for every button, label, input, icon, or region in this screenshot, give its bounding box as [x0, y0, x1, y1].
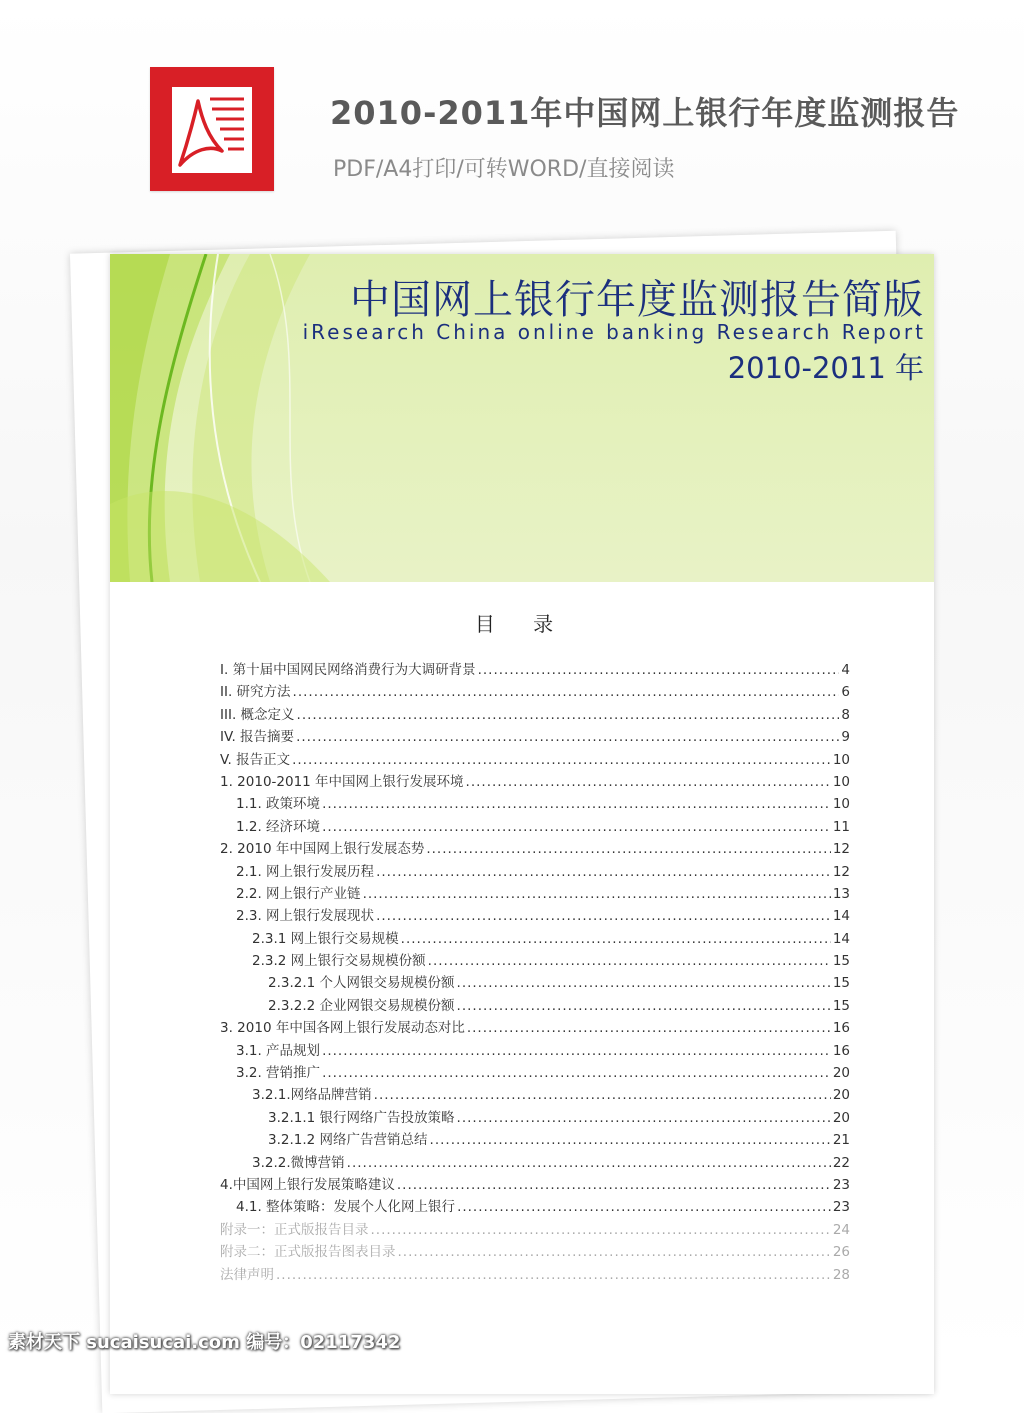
- toc-entry[interactable]: [220, 1128, 850, 1150]
- toc-leader-dots: [322, 819, 831, 835]
- toc-entry[interactable]: [220, 748, 850, 770]
- toc-leader-dots: [478, 662, 840, 678]
- toc-entry[interactable]: [220, 1039, 850, 1061]
- toc-entry-label: 1.1. 政策环境: [236, 796, 321, 813]
- toc-entry-label: 法律声明: [220, 1266, 274, 1283]
- document-title: 2010-2011年中国网上银行年度监测报告: [330, 94, 960, 132]
- toc-entry-label: II. 研究方法: [220, 684, 291, 701]
- toc-entry-label: 3.2.2.微博营销: [252, 1154, 345, 1171]
- toc-entry-page: 15: [832, 975, 850, 992]
- toc-entry-page: 14: [832, 908, 850, 925]
- toc-leader-dots: [430, 1132, 831, 1148]
- toc-entry-page: 4: [841, 662, 850, 678]
- toc-entry-label: 2.3. 网上银行发展现状: [236, 908, 375, 925]
- toc-entry[interactable]: [220, 971, 850, 993]
- toc-entry-label: 3.2.1.2 网络广告营销总结: [268, 1132, 428, 1149]
- toc-leader-dots: [457, 998, 831, 1014]
- toc-entry[interactable]: [220, 1263, 850, 1285]
- toc-entry-label: 附录一：正式版报告目录: [220, 1221, 369, 1238]
- watermark: 素材天下 sucaisucai.com 编号：02117342: [8, 1332, 401, 1353]
- toc-leader-dots: [467, 1020, 831, 1036]
- toc-entry[interactable]: [220, 1151, 850, 1173]
- toc-leader-dots: [297, 707, 840, 723]
- cover-title: 中国网上银行年度监测报告简版: [350, 277, 924, 323]
- toc-leader-dots: [398, 1244, 831, 1260]
- toc-entry[interactable]: [220, 904, 850, 926]
- toc-entry-label: 附录二：正式版报告图表目录: [220, 1244, 396, 1261]
- toc-entry-page: 11: [832, 818, 850, 835]
- toc-heading: 目 录: [474, 612, 570, 636]
- toc-entry-label: 2.3.1 网上银行交易规模: [252, 930, 399, 947]
- toc-entry-label: 4.1. 整体策略：发展个人化网上银行: [236, 1199, 456, 1216]
- toc-entry[interactable]: [220, 1083, 850, 1105]
- toc-entry-page: 10: [832, 751, 850, 768]
- toc-entry-label: 4.中国网上银行发展策略建议: [220, 1176, 395, 1193]
- toc-leader-dots: [363, 886, 831, 902]
- toc-entry-label: 3.2.1.1 银行网络广告投放策略: [268, 1109, 455, 1126]
- toc-entry[interactable]: [220, 1173, 850, 1195]
- toc-entry-label: 2.3.2 网上银行交易规模份额: [252, 953, 426, 970]
- toc-leader-dots: [428, 953, 831, 969]
- cover-year: 2010-2011 年: [727, 351, 924, 385]
- toc-entry-label: 3.2.1.网络品牌营销: [252, 1087, 372, 1104]
- toc-entry[interactable]: [220, 1106, 850, 1128]
- toc-leader-dots: [457, 1110, 831, 1126]
- toc-entry[interactable]: [220, 882, 850, 904]
- toc-entry-page: 10: [832, 773, 850, 790]
- toc-entry-label: 2.2. 网上银行产业链: [236, 885, 361, 902]
- toc-entry-label: 3.1. 产品规划: [236, 1042, 321, 1059]
- toc-entry[interactable]: [220, 725, 850, 747]
- pdf-document-icon: [150, 67, 274, 191]
- toc-entry-page: 24: [832, 1221, 850, 1238]
- cover-english-subtitle: iResearch China online banking Research Report: [302, 320, 926, 344]
- toc-entry-label: III. 概念定义: [220, 706, 295, 723]
- toc-leader-dots: [426, 841, 830, 857]
- toc-entry-page: 14: [832, 930, 850, 947]
- toc-leader-dots: [292, 752, 831, 768]
- toc-entry-page: 15: [832, 997, 850, 1014]
- toc-leader-dots: [457, 1199, 831, 1215]
- toc-entry[interactable]: [220, 1218, 850, 1240]
- toc-entry[interactable]: [220, 860, 850, 882]
- toc-entry-page: 23: [832, 1176, 850, 1193]
- toc-entry-page: 12: [832, 841, 850, 858]
- toc-entry-page: 16: [832, 1020, 850, 1037]
- toc-leader-dots: [397, 1177, 831, 1193]
- toc-entry-page: 9: [841, 729, 850, 746]
- toc-entry-label: IV. 报告摘要: [220, 729, 295, 746]
- toc-entry[interactable]: [220, 770, 850, 792]
- toc-leader-dots: [293, 684, 840, 700]
- toc-entry[interactable]: [220, 1195, 850, 1217]
- toc-entry[interactable]: [220, 680, 850, 702]
- toc-entry-page: 20: [832, 1109, 850, 1126]
- toc-entry[interactable]: [220, 1061, 850, 1083]
- toc-entry[interactable]: [220, 994, 850, 1016]
- toc-leader-dots: [322, 1065, 831, 1081]
- toc-leader-dots: [322, 1043, 831, 1059]
- toc-entry[interactable]: [220, 837, 850, 859]
- toc-entry-page: 26: [832, 1244, 850, 1261]
- toc-entry-label: 3.2. 营销推广: [236, 1065, 321, 1082]
- toc-entry-label: 2.3.2.1 个人网银交易规模份额: [268, 975, 455, 992]
- toc-leader-dots: [371, 1222, 831, 1238]
- toc-leader-dots: [296, 729, 839, 745]
- toc-entry[interactable]: [220, 703, 850, 725]
- toc-leader-dots: [374, 1087, 831, 1103]
- toc-leader-dots: [376, 864, 831, 880]
- toc-entry-page: 23: [832, 1199, 850, 1216]
- toc-leader-dots: [401, 931, 831, 947]
- toc-entry-page: 20: [832, 1087, 850, 1104]
- cover-banner: [110, 254, 934, 582]
- toc-entry-label: I. 第十届中国网民网络消费行为大调研背景: [220, 662, 476, 678]
- toc-entry-page: 13: [832, 885, 850, 902]
- toc-entry-page: 15: [832, 953, 850, 970]
- toc-entry-page: 22: [832, 1154, 850, 1171]
- toc-entry-label: V. 报告正文: [220, 751, 291, 768]
- toc-leader-dots: [376, 908, 831, 924]
- toc-entry-label: 2.3.2.2 企业网银交易规模份额: [268, 997, 455, 1014]
- paper-page: [110, 254, 934, 1394]
- toc-entry-label: 1. 2010-2011 年中国网上银行发展环境: [220, 773, 464, 790]
- toc-entry-page: 12: [832, 863, 850, 880]
- toc-entry-label: 1.2. 经济环境: [236, 818, 321, 835]
- toc-entry-page: 6: [841, 684, 850, 701]
- toc-entry-page: 10: [832, 796, 850, 813]
- table-of-contents: [220, 658, 850, 1285]
- toc-entry[interactable]: [220, 927, 850, 949]
- toc-entry-page: 8: [841, 706, 850, 723]
- toc-leader-dots: [276, 1267, 831, 1283]
- toc-leader-dots: [457, 975, 831, 991]
- toc-entry[interactable]: [220, 792, 850, 814]
- toc-entry-label: 3. 2010 年中国各网上银行发展动态对比: [220, 1020, 465, 1037]
- toc-entry-label: 2.1. 网上银行发展历程: [236, 863, 375, 880]
- toc-entry[interactable]: [220, 949, 850, 971]
- toc-entry[interactable]: [220, 1240, 850, 1262]
- document-format-subtitle: PDF/A4打印/可转WORD/直接阅读: [333, 157, 675, 182]
- toc-entry[interactable]: [220, 658, 850, 680]
- toc-leader-dots: [322, 796, 831, 812]
- toc-entry-page: 28: [832, 1266, 850, 1283]
- toc-entry-page: 21: [832, 1132, 850, 1149]
- toc-entry-label: 2. 2010 年中国网上银行发展态势: [220, 841, 425, 858]
- toc-entry-page: 16: [832, 1042, 850, 1059]
- toc-leader-dots: [347, 1155, 831, 1171]
- toc-entry[interactable]: [220, 1016, 850, 1038]
- toc-entry[interactable]: [220, 815, 850, 837]
- toc-leader-dots: [466, 774, 831, 790]
- toc-entry-page: 20: [832, 1065, 850, 1082]
